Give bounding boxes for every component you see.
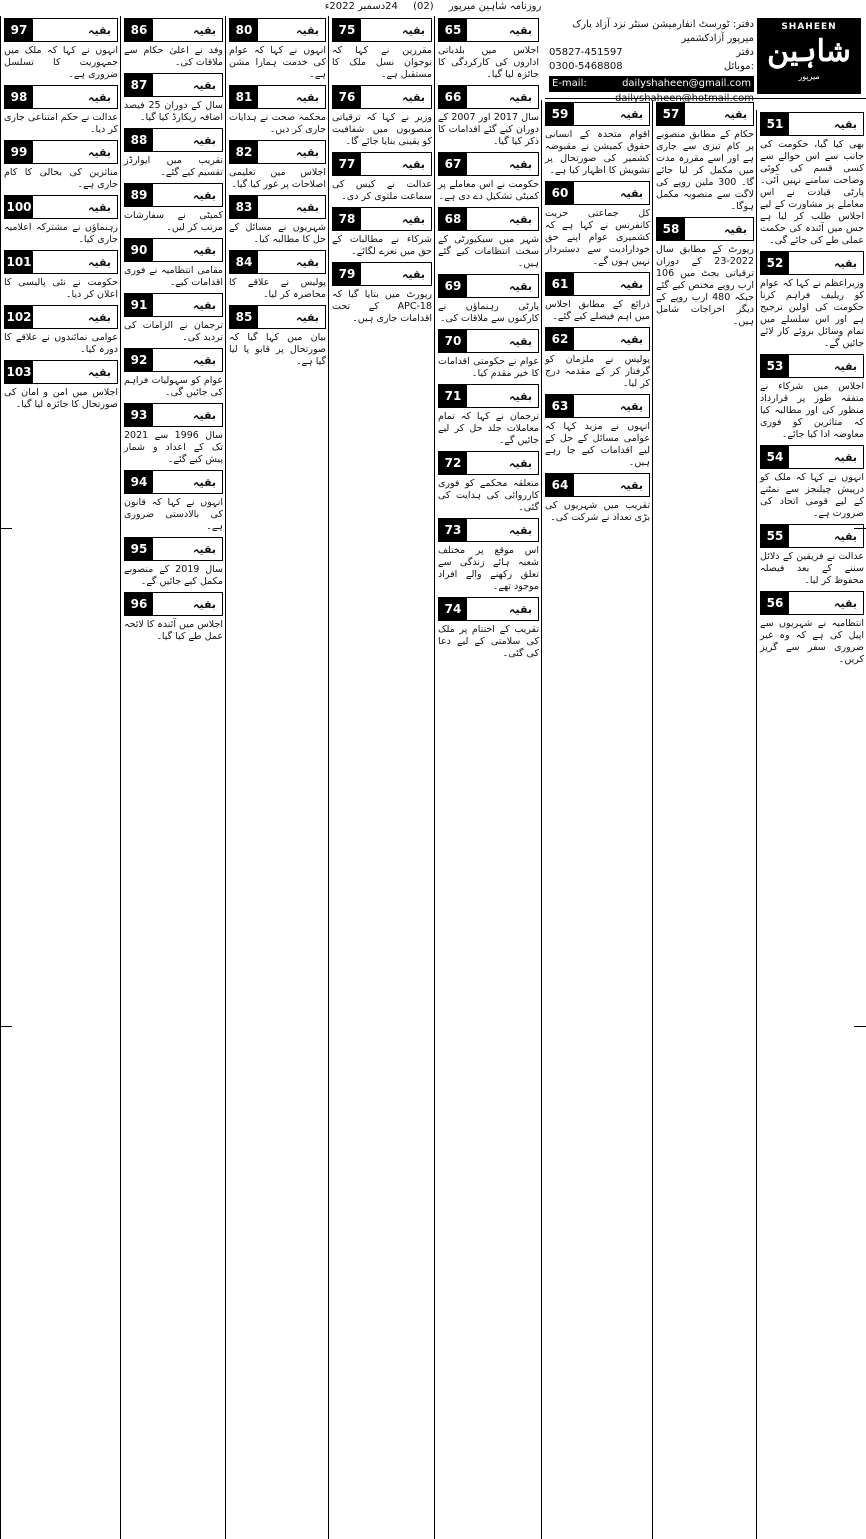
news-item: [332, 152, 432, 203]
continued-label: بقیہ: [88, 145, 111, 159]
news-item: [545, 181, 650, 268]
item-number: 70: [439, 330, 467, 352]
item-text: انہوں نے کہا کہ ملک کو درپیش چیلنجز سے نمٹنے کے لیے قومی اتحاد کی ضرورت ہے۔: [760, 472, 864, 519]
continued-label: بقیہ: [509, 157, 532, 171]
news-item: [229, 250, 326, 301]
continued-header: [438, 329, 539, 353]
item-text: تقریب کے اختتام پر ملک کی سلامتی کے لیے دعا کی گئی۔: [438, 624, 539, 659]
continued-header: [124, 592, 223, 616]
item-text: بھی کیا گیا، حکومت کی جانب سے اس حوالے سے کسی قسم کی کوئی وضاحت سامنے نہیں آئی۔ پارٹی قیادت نے اس معاملے پر مشاورت کے لیے اجلاس طلب کر لیا ہے جس میں آئندہ کی حکمت عملی طے کی جائے گی۔: [760, 139, 864, 246]
column-6: [225, 16, 329, 1539]
continued-header: [124, 293, 223, 317]
item-number: 77: [333, 153, 361, 175]
fold-mark-left: [0, 528, 12, 529]
news-item: [760, 445, 864, 520]
column-3: [541, 100, 653, 1539]
continued-label: بقیہ: [834, 596, 857, 610]
continued-label: بقیہ: [193, 597, 216, 611]
item-text: پارٹی رہنماؤں نے کارکنوں سے ملاقات کی۔: [438, 301, 539, 324]
news-item: [4, 18, 118, 81]
item-number: 58: [657, 218, 685, 240]
news-item: [438, 597, 539, 660]
news-item: [4, 140, 118, 191]
news-item: [438, 451, 539, 514]
item-text: انہوں نے کہا کہ عوام کی خدمت ہمارا مشن ہے۔: [229, 45, 326, 80]
item-number: 95: [125, 538, 153, 560]
item-text: اجلاس میں آئندہ کا لائحہ عمل طے کیا گیا۔: [124, 619, 223, 642]
continued-label: بقیہ: [193, 542, 216, 556]
news-item: [332, 18, 432, 81]
continued-label: بقیہ: [88, 255, 111, 269]
item-number: 103: [5, 361, 33, 383]
continued-label: بقیہ: [402, 267, 425, 281]
item-text: اجلاس میں تعلیمی اصلاحات پر غور کیا گیا۔: [229, 167, 326, 190]
news-item: [4, 305, 118, 356]
item-number: 78: [333, 208, 361, 230]
item-text: سال کے دوران 25 فیصد اضافہ ریکارڈ کیا گیا۔: [124, 100, 223, 123]
continued-label: بقیہ: [88, 23, 111, 37]
news-item: [124, 537, 223, 588]
continued-label: بقیہ: [193, 133, 216, 147]
continued-label: بقیہ: [620, 332, 643, 346]
continued-header: [4, 195, 118, 219]
newspaper-logo: [757, 18, 861, 94]
column-2: [652, 100, 757, 1539]
item-number: 57: [657, 103, 685, 125]
item-number: 99: [5, 141, 33, 163]
item-text: شہریوں نے مسائل کے حل کا مطالبہ کیا۔: [229, 222, 326, 245]
item-text: اجلاس میں بلدیاتی اداروں کی کارکردگی کا جائزہ لیا گیا۔: [438, 45, 539, 80]
continued-header: [760, 112, 864, 136]
continued-label: بقیہ: [193, 243, 216, 257]
item-number: 86: [125, 19, 153, 41]
continued-label: بقیہ: [193, 78, 216, 92]
continued-label: بقیہ: [296, 255, 319, 269]
continued-header: [124, 18, 223, 42]
continued-header: [545, 272, 650, 296]
continued-label: بقیہ: [296, 145, 319, 159]
continued-label: بقیہ: [509, 602, 532, 616]
email-2[interactable]: dailyshaheen@hotmail.com: [615, 93, 754, 104]
news-item: [545, 394, 650, 469]
news-item: [760, 524, 864, 587]
masthead: [545, 14, 866, 104]
item-text: عدالت نے کیس کی سماعت ملتوی کر دی۔: [332, 179, 432, 202]
continued-label: بقیہ: [724, 222, 747, 236]
news-item: [229, 305, 326, 368]
continued-label: بقیہ: [402, 212, 425, 226]
continued-label: بقیہ: [724, 107, 747, 121]
item-number: 84: [230, 251, 258, 273]
dateline-paper: روزنامہ شاہین میرپور: [448, 1, 542, 12]
item-number: 82: [230, 141, 258, 163]
email-box: [549, 76, 754, 92]
news-item: [656, 102, 754, 213]
continued-label: بقیہ: [620, 107, 643, 121]
item-number: 88: [125, 129, 153, 151]
item-number: 69: [439, 275, 467, 297]
continued-label: بقیہ: [402, 90, 425, 104]
news-item: [760, 354, 864, 441]
item-number: 51: [761, 113, 789, 135]
continued-label: بقیہ: [509, 389, 532, 403]
item-number: 90: [125, 239, 153, 261]
news-item: [124, 348, 223, 399]
continued-header: [332, 85, 432, 109]
item-number: 75: [333, 19, 361, 41]
news-item: [438, 329, 539, 380]
continued-label: بقیہ: [88, 90, 111, 104]
continued-label: بقیہ: [296, 200, 319, 214]
item-text: حکومت نے نئی پالیسی کا اعلان کر دیا۔: [4, 277, 118, 300]
item-text: حکام کے مطابق منصوبے پر کام تیزی سے جاری ہے اور اسے مقررہ مدت میں مکمل کر لیا جائے گا۔ 300 ملین روپے کی لاگت سے منصوبہ مکمل ہوگا۔: [656, 129, 754, 212]
continued-label: بقیہ: [296, 310, 319, 324]
item-number: 80: [230, 19, 258, 41]
item-number: 63: [546, 395, 574, 417]
continued-label: بقیہ: [88, 365, 111, 379]
continued-header: [545, 327, 650, 351]
item-number: 85: [230, 306, 258, 328]
item-text: پولیس نے علاقے کا محاصرہ کر لیا۔: [229, 277, 326, 300]
continued-label: بقیہ: [509, 23, 532, 37]
news-item: [4, 250, 118, 301]
continued-label: بقیہ: [620, 186, 643, 200]
item-number: 87: [125, 74, 153, 96]
item-text: کمیٹی نے سفارشات مرتب کر لیں۔: [124, 210, 223, 233]
continued-header: [438, 18, 539, 42]
continued-header: [760, 591, 864, 615]
continued-header: [229, 305, 326, 329]
item-text: سال 1996 سے 2021 تک کے اعداد و شمار پیش کیے گئے۔: [124, 430, 223, 465]
item-number: 54: [761, 446, 789, 468]
news-item: [124, 238, 223, 289]
item-number: 53: [761, 355, 789, 377]
item-number: 64: [546, 474, 574, 496]
continued-label: بقیہ: [296, 90, 319, 104]
continued-label: بقیہ: [620, 478, 643, 492]
fold-mark-right-2: [854, 1026, 866, 1027]
logo-english: SHAHEEN: [781, 22, 837, 32]
continued-header: [229, 140, 326, 164]
item-text: محکمہ صحت نے ہدایات جاری کر دیں۔: [229, 112, 326, 135]
continued-header: [438, 85, 539, 109]
item-number: 100: [5, 196, 33, 218]
continued-header: [438, 207, 539, 231]
column-5: [328, 16, 435, 1539]
news-item: [4, 85, 118, 136]
item-number: 102: [5, 306, 33, 328]
news-item: [332, 262, 432, 325]
item-number: 72: [439, 452, 467, 474]
continued-label: بقیہ: [509, 334, 532, 348]
item-number: 97: [5, 19, 33, 41]
item-text: مقامی انتظامیہ نے فوری اقدامات کیے۔: [124, 265, 223, 288]
item-number: 67: [439, 153, 467, 175]
item-text: پولیس نے ملزمان کو گرفتار کر کے مقدمہ درج کر لیا۔: [545, 354, 650, 389]
office-address: دفتر: ٹورسٹ انفارمیشن سنٹر نزد آزاد پارک میرپور آزادکشمیر: [572, 19, 754, 44]
continued-header: [229, 85, 326, 109]
continued-header: [332, 207, 432, 231]
news-item: [229, 140, 326, 191]
continued-header: [438, 152, 539, 176]
item-text: تقریب میں شہریوں کی بڑی تعداد نے شرکت کی۔: [545, 500, 650, 523]
continued-label: بقیہ: [834, 529, 857, 543]
office-label: دفتر: [736, 47, 754, 58]
continued-label: بقیہ: [834, 450, 857, 464]
item-text: اجلاس میں شرکاء نے متفقہ طور پر قرارداد منظور کی اور مطالبہ کیا کہ متاثرین کو فوری معاوضہ ادا کیا جائے۔: [760, 381, 864, 440]
contact-box: [549, 18, 754, 104]
item-number: 71: [439, 385, 467, 407]
mobile-row: [549, 60, 754, 74]
item-number: 98: [5, 86, 33, 108]
item-number: 73: [439, 519, 467, 541]
item-number: 56: [761, 592, 789, 614]
item-text: رہنماؤں نے مشترکہ اعلامیہ جاری کیا۔: [4, 222, 118, 245]
continued-header: [545, 181, 650, 205]
continued-header: [124, 73, 223, 97]
news-item: [545, 102, 650, 177]
continued-header: [124, 537, 223, 561]
item-text: شہر میں سیکیورٹی کے سخت انتظامات کیے گئے ہیں۔: [438, 234, 539, 269]
continued-header: [332, 262, 432, 286]
news-item: [124, 18, 223, 69]
mobile-label: موبائل:: [723, 61, 754, 72]
continued-header: [656, 217, 754, 241]
item-number: 68: [439, 208, 467, 230]
dateline-date: 24دسمبر 2022ء: [324, 1, 398, 12]
item-text: عوامی نمائندوں نے علاقے کا دورہ کیا۔: [4, 332, 118, 355]
logo-urdu: شاہین: [767, 34, 851, 69]
continued-label: بقیہ: [88, 310, 111, 324]
continued-header: [4, 250, 118, 274]
continued-label: بقیہ: [509, 90, 532, 104]
item-text: سال 2017 اور 2007 کے دوران کیے گئے اقدامات کا ذکر کیا گیا۔: [438, 112, 539, 147]
continued-header: [4, 140, 118, 164]
continued-header: [229, 250, 326, 274]
item-text: انتظامیہ نے شہریوں سے اپیل کی ہے کہ وہ غیر ضروری سفر سے گریز کریں۔: [760, 618, 864, 665]
item-text: حکومت نے اس معاملے پر کمیٹی تشکیل دے دی ہے۔: [438, 179, 539, 202]
continued-header: [124, 238, 223, 262]
news-item: [4, 360, 118, 411]
continued-label: بقیہ: [193, 475, 216, 489]
item-text: اجلاس میں امن و امان کی صورتحال کا جائزہ لیا گیا۔: [4, 387, 118, 410]
continued-header: [229, 195, 326, 219]
continued-header: [124, 470, 223, 494]
news-item: [4, 195, 118, 246]
continued-header: [760, 445, 864, 469]
email-row-2: [549, 92, 754, 106]
news-item: [760, 112, 864, 247]
continued-header: [760, 524, 864, 548]
item-text: شرکاء نے مطالبات کے حق میں نعرے لگائے۔: [332, 234, 432, 257]
news-item: [760, 591, 864, 666]
news-item: [656, 217, 754, 328]
news-item: [124, 128, 223, 179]
item-number: 92: [125, 349, 153, 371]
column-1: [756, 110, 866, 1539]
item-number: 81: [230, 86, 258, 108]
phone-2: 0300-5468808: [549, 61, 623, 72]
continued-label: بقیہ: [402, 23, 425, 37]
item-text: وزیراعظم نے کہا کہ عوام کو ریلیف فراہم کرنا حکومت کی اولین ترجیح ہے اور اس سلسلے میں تمام وسائل بروئے کار لائے جائیں گے۔: [760, 278, 864, 349]
continued-header: [124, 183, 223, 207]
continued-header: [4, 305, 118, 329]
item-number: 76: [333, 86, 361, 108]
news-item: [438, 274, 539, 325]
continued-label: بقیہ: [88, 200, 111, 214]
news-item: [545, 327, 650, 390]
item-number: 52: [761, 252, 789, 274]
continued-label: بقیہ: [509, 456, 532, 470]
continued-label: بقیہ: [834, 256, 857, 270]
item-text: اقوام متحدہ کے انسانی حقوق کمیشن نے مقبوضہ کشمیر کی صورتحال پر تشویش کا اظہار کیا ہے۔: [545, 129, 650, 176]
news-item: [124, 470, 223, 533]
fold-mark-right: [854, 528, 866, 529]
phone-1: 05827-451597: [549, 47, 623, 58]
item-text: سال 2019 کے منصوبے مکمل کیے جائیں گے۔: [124, 564, 223, 587]
continued-label: بقیہ: [509, 212, 532, 226]
news-item: [438, 384, 539, 447]
item-number: 91: [125, 294, 153, 316]
item-text: عدالت نے فریقین کے دلائل سننے کے بعد فیصلہ محفوظ کر لیا۔: [760, 551, 864, 586]
news-item: [124, 592, 223, 643]
item-number: 83: [230, 196, 258, 218]
item-text: وفد نے اعلیٰ حکام سے ملاقات کی۔: [124, 45, 223, 68]
item-number: 96: [125, 593, 153, 615]
continued-header: [545, 394, 650, 418]
continued-label: بقیہ: [402, 157, 425, 171]
continued-label: بقیہ: [834, 359, 857, 373]
news-item: [545, 473, 650, 524]
continued-header: [438, 384, 539, 408]
logo-city: میرپور: [798, 72, 820, 81]
continued-header: [545, 473, 650, 497]
item-text: تقریب میں ایوارڈز تقسیم کیے گئے۔: [124, 155, 223, 178]
continued-header: [124, 403, 223, 427]
dateline: [0, 0, 866, 14]
item-number: 61: [546, 273, 574, 295]
news-item: [124, 293, 223, 344]
item-text: اس موقع پر مختلف شعبہ ہائے زندگی سے تعلق رکھنے والے افراد موجود تھے۔: [438, 545, 539, 592]
news-item: [229, 195, 326, 246]
continued-label: بقیہ: [296, 23, 319, 37]
continued-header: [124, 128, 223, 152]
item-text: رپورٹ میں بتایا گیا کہ APC-18 کے تحت اقدامات جاری ہیں۔: [332, 289, 432, 324]
phone-row: [549, 46, 754, 60]
continued-label: بقیہ: [193, 23, 216, 37]
item-text: کل جماعتی حریت کانفرنس نے کہا ہے کہ کشمیری عوام اپنے حق خودارادیت سے دستبردار نہیں ہوں گے۔: [545, 208, 650, 267]
news-item: [229, 18, 326, 81]
news-item: [545, 272, 650, 323]
news-item: [124, 403, 223, 466]
item-number: 94: [125, 471, 153, 493]
continued-header: [229, 18, 326, 42]
continued-header: [332, 152, 432, 176]
continued-label: بقیہ: [834, 117, 857, 131]
continued-header: [438, 274, 539, 298]
continued-header: [438, 597, 539, 621]
item-text: متاثرین کی بحالی کا کام جاری ہے۔: [4, 167, 118, 190]
continued-header: [4, 360, 118, 384]
continued-header: [4, 18, 118, 42]
continued-header: [438, 518, 539, 542]
column-7: [120, 16, 226, 1539]
item-text: انہوں نے کہا کہ قانون کی بالادستی ضروری ہے۔: [124, 497, 223, 532]
email-1[interactable]: dailyshaheen@gmail.com: [622, 78, 751, 89]
item-number: 89: [125, 184, 153, 206]
item-number: 79: [333, 263, 361, 285]
item-number: 65: [439, 19, 467, 41]
continued-header: [124, 348, 223, 372]
continued-header: [760, 251, 864, 275]
news-item: [229, 85, 326, 136]
item-number: 93: [125, 404, 153, 426]
continued-label: بقیہ: [193, 298, 216, 312]
item-text: عوام نے حکومتی اقدامات کا خیر مقدم کیا۔: [438, 356, 539, 379]
news-item: [332, 85, 432, 148]
item-number: 101: [5, 251, 33, 273]
news-item: [438, 518, 539, 593]
continued-label: بقیہ: [193, 188, 216, 202]
column-4: [434, 16, 542, 1539]
news-item: [438, 152, 539, 203]
news-item: [332, 207, 432, 258]
email-label: E-mail:: [552, 78, 587, 89]
continued-label: بقیہ: [509, 523, 532, 537]
news-item: [438, 207, 539, 270]
continued-header: [438, 451, 539, 475]
news-item: [760, 251, 864, 350]
item-text: انہوں نے کہا کہ ملک میں جمہوریت کا تسلسل ضروری ہے۔: [4, 45, 118, 80]
news-item: [438, 85, 539, 148]
item-text: ترجمان نے الزامات کی تردید کی۔: [124, 320, 223, 343]
news-item: [124, 183, 223, 234]
item-text: عدالت نے حکم امتناعی جاری کر دیا۔: [4, 112, 118, 135]
item-text: متعلقہ محکمے کو فوری کارروائی کی ہدایت کی گئی۔: [438, 478, 539, 513]
item-number: 74: [439, 598, 467, 620]
continued-label: بقیہ: [620, 277, 643, 291]
item-text: بیان میں کہا گیا کہ صورتحال پر قابو پا لیا گیا ہے۔: [229, 332, 326, 367]
item-text: مقررین نے کہا کہ نوجوان نسل ملک کا مستقبل ہے۔: [332, 45, 432, 80]
item-number: 60: [546, 182, 574, 204]
continued-label: بقیہ: [193, 353, 216, 367]
dateline-page: (02): [413, 1, 434, 12]
item-number: 55: [761, 525, 789, 547]
item-text: انہوں نے مزید کہا کہ عوامی مسائل کے حل کے لیے اقدامات کیے جا رہے ہیں۔: [545, 421, 650, 468]
continued-label: بقیہ: [509, 279, 532, 293]
news-item: [124, 73, 223, 124]
continued-header: [4, 85, 118, 109]
fold-mark-left-2: [0, 1026, 12, 1027]
item-number: 66: [439, 86, 467, 108]
continued-label: بقیہ: [193, 408, 216, 422]
news-item: [438, 18, 539, 81]
continued-header: [332, 18, 432, 42]
item-text: عوام کو سہولیات فراہم کی جائیں گی۔: [124, 375, 223, 398]
item-number: 59: [546, 103, 574, 125]
item-text: وزیر نے کہا کہ ترقیاتی منصوبوں میں شفافیت کو یقینی بنایا جائے گا۔: [332, 112, 432, 147]
item-text: ذرائع کے مطابق اجلاس میں اہم فیصلے کیے گئے۔: [545, 299, 650, 322]
continued-label: بقیہ: [620, 399, 643, 413]
column-8: [0, 16, 121, 1539]
continued-header: [760, 354, 864, 378]
item-text: رپورٹ کے مطابق سال 2022-23 کے دوران ترقیاتی بجٹ میں 106 ارب روپے مختص کیے گئے جبکہ 480 ارب روپے کے دیگر اخراجات شامل ہیں۔: [656, 244, 754, 327]
item-text: ترجمان نے کہا کہ تمام معاملات جلد حل کر لیے جائیں گے۔: [438, 411, 539, 446]
item-number: 62: [546, 328, 574, 350]
